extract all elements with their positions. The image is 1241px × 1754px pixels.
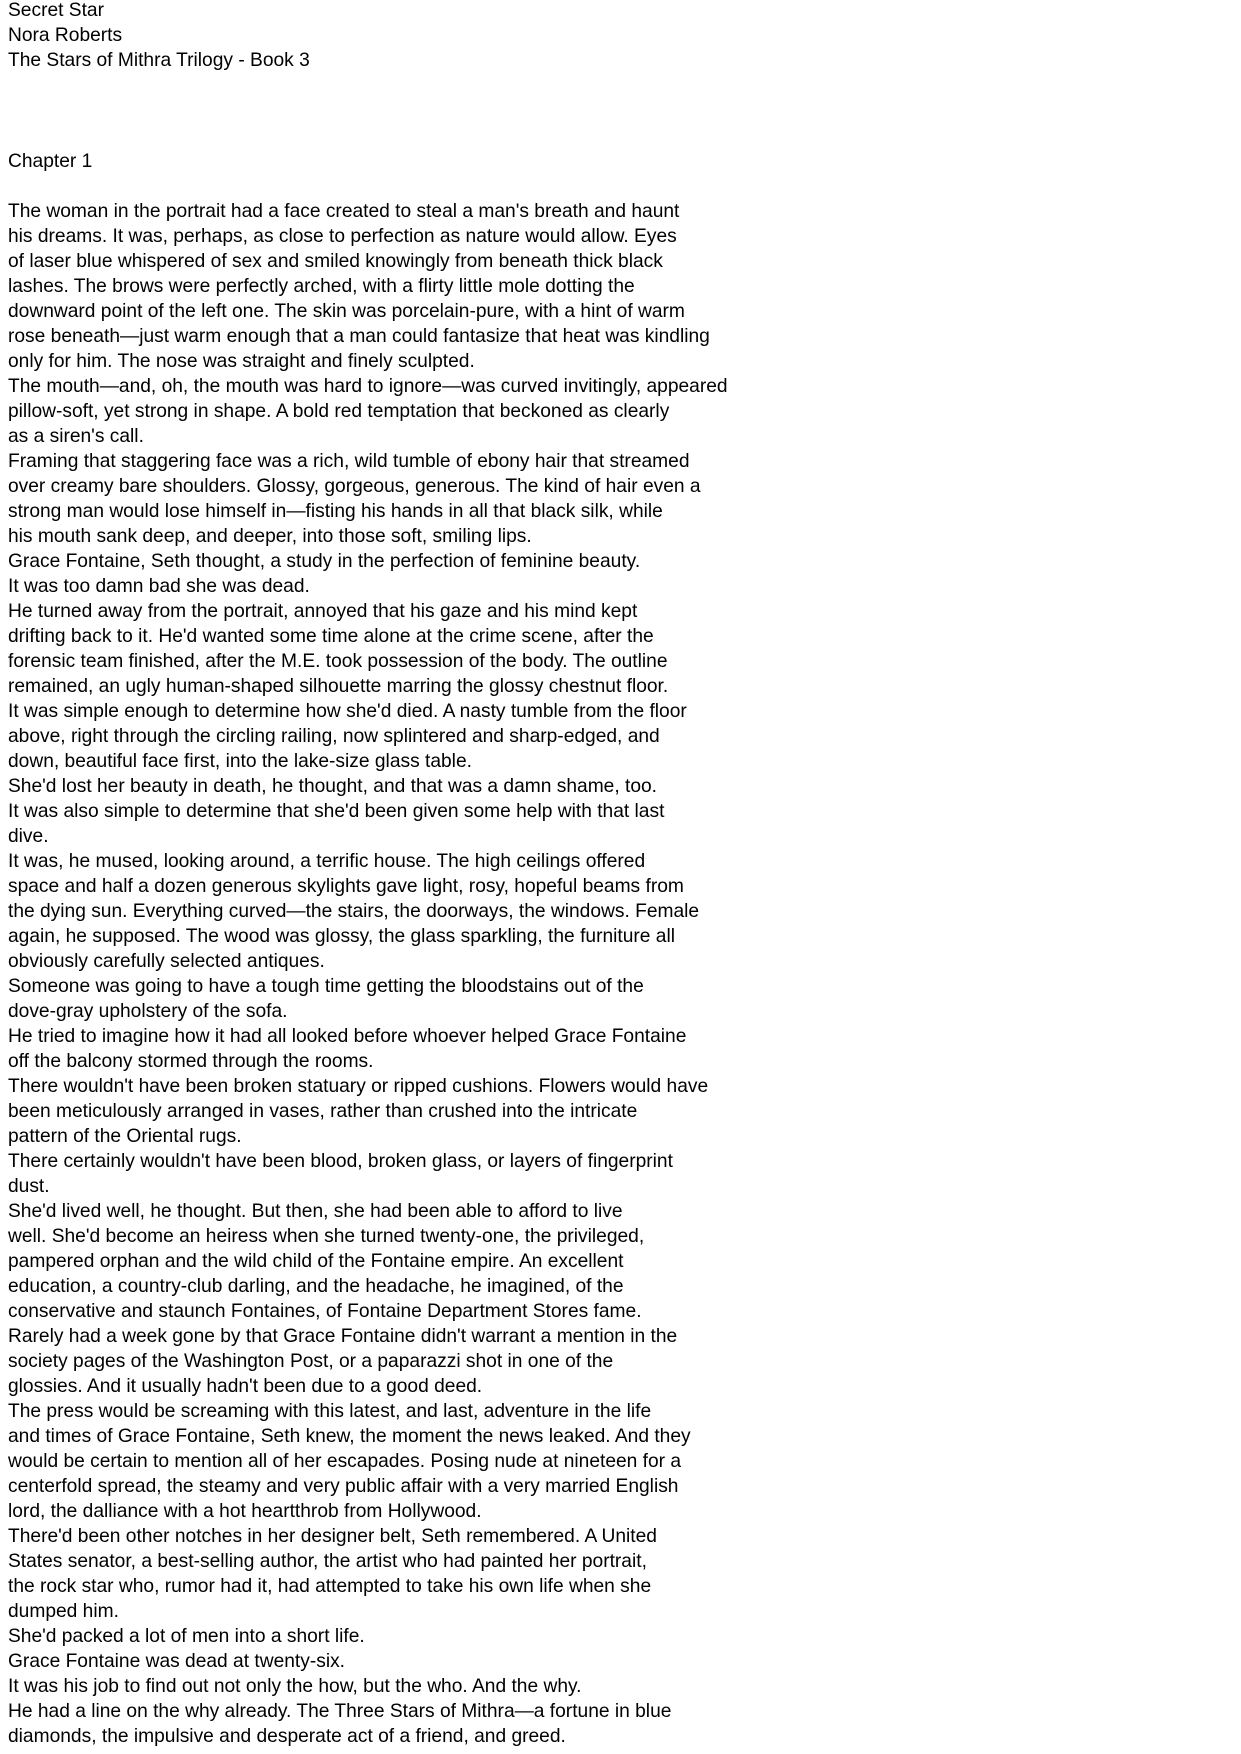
body-text-line: States senator, a best-selling author, the artist who had painted her portrait, [8, 1551, 647, 1572]
body-text-line: downward point of the left one. The skin was porcelain-pure, with a hint of warm [8, 301, 685, 322]
body-text-line: dive. [8, 826, 49, 847]
body-text-line: It was also simple to determine that she'd been given some help with that last [8, 801, 665, 822]
body-text-line: Grace Fontaine was dead at twenty-six. [8, 1651, 346, 1672]
body-text-line: remained, an ugly human-shaped silhouette marring the glossy chestnut floor. [8, 676, 669, 697]
body-text-line: obviously carefully selected antiques. [8, 951, 325, 972]
body-text-line: Rarely had a week gone by that Grace Fontaine didn't warrant a mention in the [8, 1326, 678, 1347]
body-text-line: above, right through the circling railing, now splintered and sharp-edged, and [8, 726, 660, 747]
body-text-line: He turned away from the portrait, annoyed that his gaze and his mind kept [8, 601, 638, 622]
body-text-line: centerfold spread, the steamy and very public affair with a very married English [8, 1476, 679, 1497]
body-text-line: He tried to imagine how it had all looked before whoever helped Grace Fontaine [8, 1026, 687, 1047]
body-text-line: his dreams. It was, perhaps, as close to perfection as nature would allow. Eyes [8, 226, 677, 247]
body-text-line: the dying sun. Everything curved—the stairs, the doorways, the windows. Female [8, 901, 700, 922]
body-text-line: pattern of the Oriental rugs. [8, 1126, 242, 1147]
body-text-line: conservative and staunch Fontaines, of Fontaine Department Stores fame. [8, 1301, 642, 1322]
body-text-line: over creamy bare shoulders. Glossy, gorgeous, generous. The kind of hair even a [8, 476, 701, 497]
body-text-line: forensic team finished, after the M.E. took possession of the body. The outline [8, 651, 668, 672]
body-text-line: the rock star who, rumor had it, had attempted to take his own life when she [8, 1576, 652, 1597]
body-text-line: The mouth—and, oh, the mouth was hard to ignore—was curved invitingly, appeared [8, 376, 728, 397]
chapter-heading: Chapter 1 [8, 151, 93, 172]
body-text-line: society pages of the Washington Post, or a paparazzi shot in one of the [8, 1351, 614, 1372]
body-text-line: The woman in the portrait had a face created to steal a man's breath and haunt [8, 201, 680, 222]
body-text-line: his mouth sank deep, and deeper, into those soft, smiling lips. [8, 526, 532, 547]
body-text-line: It was simple enough to determine how she'd died. A nasty tumble from the floor [8, 701, 687, 722]
body-text-line: lashes. The brows were perfectly arched, with a flirty little mole dotting the [8, 276, 635, 297]
body-text-line: space and half a dozen generous skylights gave light, rosy, hopeful beams from [8, 876, 684, 897]
body-text-line: been meticulously arranged in vases, rather than crushed into the intricate [8, 1101, 638, 1122]
body-text-line: Grace Fontaine, Seth thought, a study in the perfection of feminine beauty. [8, 551, 641, 572]
book-title: Secret Star [8, 0, 104, 21]
body-text-line: Someone was going to have a tough time getting the bloodstains out of the [8, 976, 644, 997]
body-text-line: pampered orphan and the wild child of the Fontaine empire. An excellent [8, 1251, 624, 1272]
body-text-line: diamonds, the impulsive and desperate act of a friend, and greed. [8, 1726, 566, 1747]
body-text-line: as a siren's call. [8, 426, 144, 447]
body-text-line: glossies. And it usually hadn't been due to a good deed. [8, 1376, 483, 1397]
body-text-line: dumped him. [8, 1601, 119, 1622]
body-text-line: dust. [8, 1176, 50, 1197]
body-text-line: There certainly wouldn't have been blood, broken glass, or layers of fingerprint [8, 1151, 673, 1172]
body-text-line: education, a country-club darling, and the headache, he imagined, of the [8, 1276, 624, 1297]
body-text-line: again, he supposed. The wood was glossy, the glass sparkling, the furniture all [8, 926, 675, 947]
body-text-line: It was his job to find out not only the how, but the who. And the why. [8, 1676, 582, 1697]
book-series: The Stars of Mithra Trilogy - Book 3 [8, 50, 310, 71]
body-text-line: Framing that staggering face was a rich, wild tumble of ebony hair that streamed [8, 451, 690, 472]
body-text-line: There wouldn't have been broken statuary or ripped cushions. Flowers would have [8, 1076, 709, 1097]
body-text-line: She'd lost her beauty in death, he thought, and that was a damn shame, too. [8, 776, 658, 797]
body-text-line: off the balcony stormed through the rooms. [8, 1051, 374, 1072]
book-author: Nora Roberts [8, 25, 123, 46]
body-text-line: He had a line on the why already. The Three Stars of Mithra—a fortune in blue [8, 1701, 672, 1722]
body-text-line: pillow-soft, yet strong in shape. A bold red temptation that beckoned as clearly [8, 401, 670, 422]
body-text-line: and times of Grace Fontaine, Seth knew, the moment the news leaked. And they [8, 1426, 691, 1447]
body-text-line: There'd been other notches in her designer belt, Seth remembered. A United [8, 1526, 657, 1547]
body-text-line: strong man would lose himself in—fisting his hands in all that black silk, while [8, 501, 663, 522]
body-text-line: drifting back to it. He'd wanted some time alone at the crime scene, after the [8, 626, 654, 647]
body-text-line: She'd lived well, he thought. But then, she had been able to afford to live [8, 1201, 623, 1222]
body-text-line: would be certain to mention all of her escapades. Posing nude at nineteen for a [8, 1451, 682, 1472]
body-text-line: It was, he mused, looking around, a terrific house. The high ceilings offered [8, 851, 646, 872]
body-text-line: rose beneath—just warm enough that a man could fantasize that heat was kindling [8, 326, 710, 347]
body-text-line: dove-gray upholstery of the sofa. [8, 1001, 288, 1022]
body-text-line: down, beautiful face first, into the lake-size glass table. [8, 751, 472, 772]
body-text-line: She'd packed a lot of men into a short life. [8, 1626, 365, 1647]
body-text-line: The press would be screaming with this latest, and last, adventure in the life [8, 1401, 652, 1422]
body-text-line: lord, the dalliance with a hot heartthrob from Hollywood. [8, 1501, 482, 1522]
body-text-line: only for him. The nose was straight and finely sculpted. [8, 351, 475, 372]
body-text-line: of laser blue whispered of sex and smiled knowingly from beneath thick black [8, 251, 663, 272]
body-text-line: It was too damn bad she was dead. [8, 576, 310, 597]
body-text-line: well. She'd become an heiress when she turned twenty-one, the privileged, [8, 1226, 645, 1247]
